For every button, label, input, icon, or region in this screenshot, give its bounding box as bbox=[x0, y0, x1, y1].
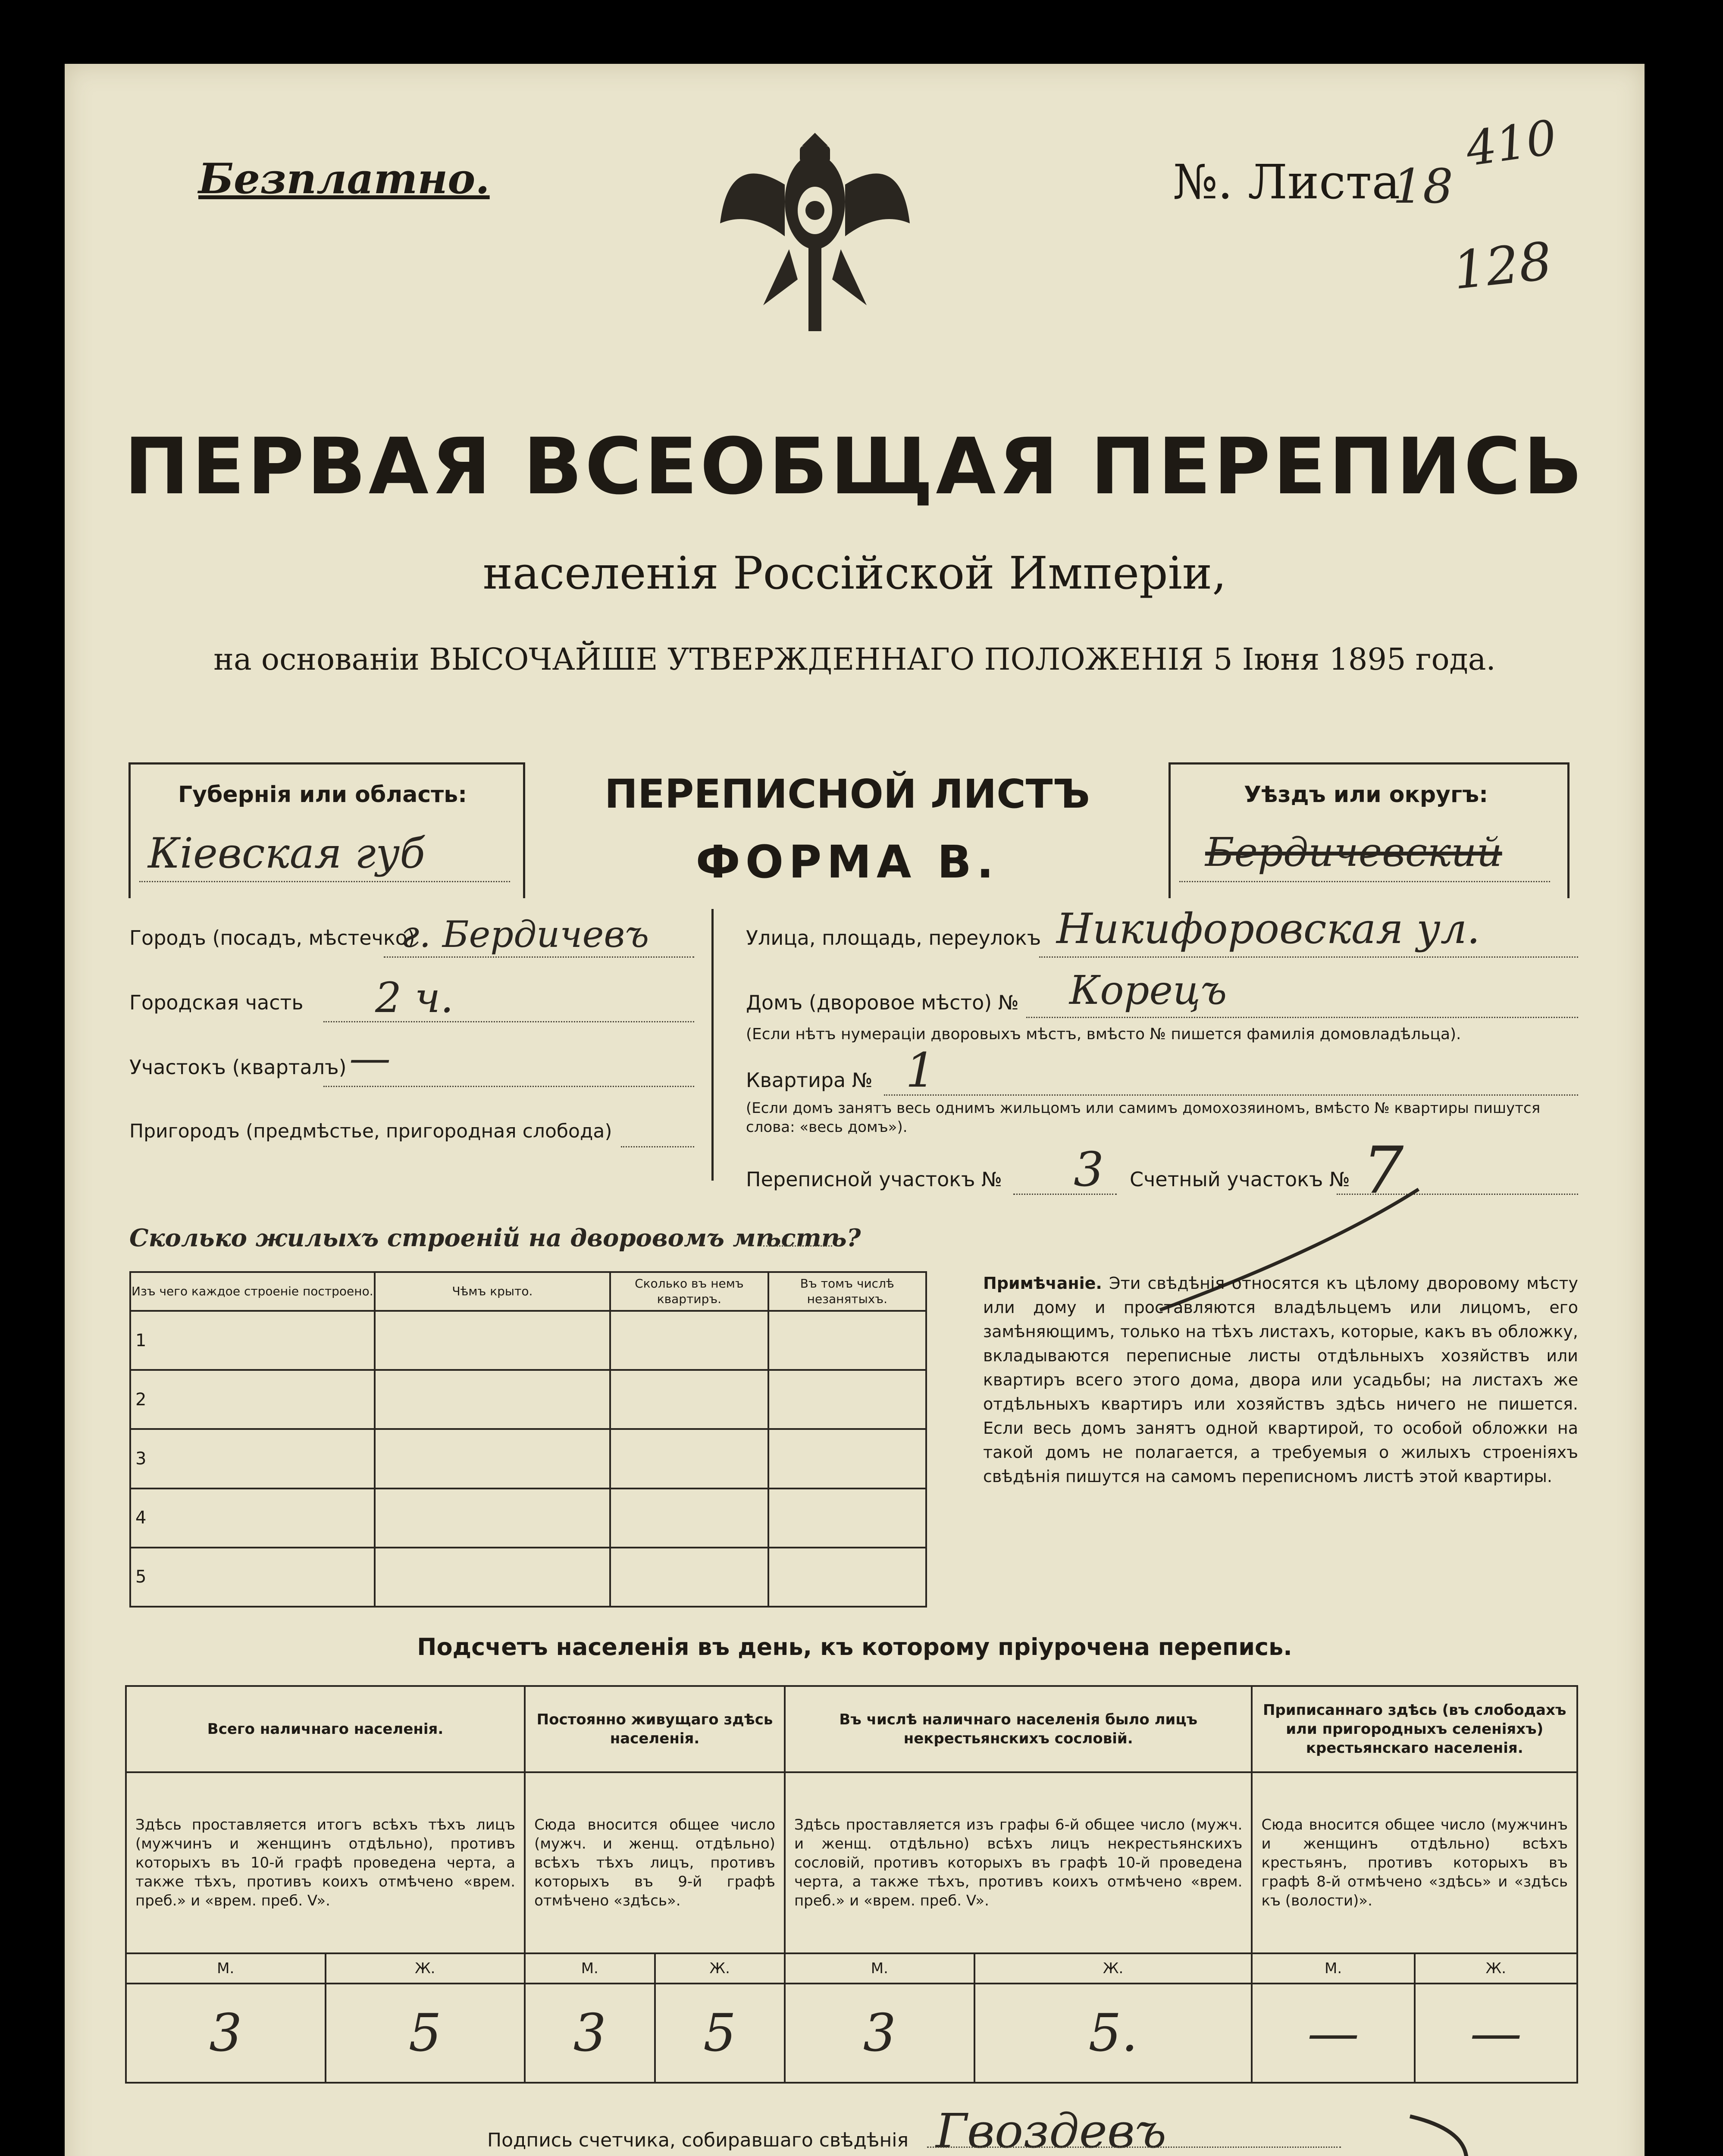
form-name: ФОРМА В. bbox=[695, 836, 999, 888]
count-desc-peasant: Сюда вносится общее число (мужчинъ и женщинъ отдѣльно) всѣхъ крестьянъ, противъ которыхъ въ графѣ 8-й отмѣчено «здѣсь» и «здѣсь къ (волости)». bbox=[1252, 1772, 1577, 1953]
city-label: Городъ (посадъ, мѣстечко) bbox=[129, 926, 415, 950]
sheet-number-label: №. Листа bbox=[1173, 154, 1400, 210]
address-divider bbox=[711, 909, 714, 1181]
plot-label: Участокъ (кварталъ) bbox=[129, 1056, 347, 1079]
count-value-m: 3 bbox=[785, 1984, 974, 2083]
col-flats: Сколько въ немъ квартиръ. bbox=[610, 1272, 768, 1311]
note-label: Примѣчаніе. bbox=[983, 1274, 1102, 1293]
count-value-f: — bbox=[1415, 1984, 1577, 2083]
count-desc-permanent: Сюда вносится общее число (мужч. и женщ. отдѣльно) всѣхъ тѣхъ лицъ, противъ которыхъ въ 9-й графѣ отмѣчено «здѣсь». bbox=[525, 1772, 785, 1953]
city-value: г. Бердичевъ bbox=[401, 913, 649, 956]
count-head-total: Всего наличнаго населенія. bbox=[126, 1686, 525, 1772]
count-value-f: 5 bbox=[326, 1984, 525, 2083]
f-header: Ж. bbox=[326, 1953, 525, 1984]
col-vacant: Въ томъ числѣ незанятыхъ. bbox=[768, 1272, 926, 1311]
col-roof: Чѣмъ крыто. bbox=[375, 1272, 611, 1311]
census-plot-label: Переписной участокъ № bbox=[746, 1168, 1002, 1191]
flat-note: (Если домъ занятъ весь однимъ жильцомъ или самимъ домохозяиномъ, вмѣсто № квартиры пишутся слова: «весь домъ»). bbox=[746, 1100, 1541, 1136]
building-row: 3 bbox=[130, 1429, 375, 1488]
count-value-m: 3 bbox=[126, 1984, 326, 2083]
note-text: Эти свѣдѣнія относятся къ цѣлому дворовому мѣсту или дому и проставляются владѣльцемъ или лицомъ, его замѣняющимъ, только на тѣхъ листахъ, которые, какъ въ обложку, вкладываются переписные листы отдѣльныхъ хозяйствъ или квартиръ всего этого дома, двора или усадьбы; на листахъ же отдѣльныхъ квартиръ или хозяйствъ здѣсь ничего не пишется. Если весь домъ занятъ одной квартирой, то особой обложки на такой домъ не полагается, а требуемыя о жилыхъ строеніяхъ свѣдѣнія пишутся на самомъ переписномъ листѣ этой квартиры. bbox=[983, 1274, 1578, 1486]
m-header: М. bbox=[126, 1953, 326, 1984]
street-label: Улица, площадь, переулокъ bbox=[746, 926, 1041, 950]
buildings-question: Сколько жилыхъ строеній на дворовомъ мѣстѣ? bbox=[129, 1224, 861, 1252]
count-value-f: 5 bbox=[655, 1984, 785, 2083]
count-value-m: 3 bbox=[525, 1984, 655, 2083]
f-header: Ж. bbox=[1415, 1953, 1577, 1984]
flat-value: 1 bbox=[905, 1043, 936, 1098]
buildings-table bbox=[129, 1271, 927, 1608]
uezd-box bbox=[1169, 762, 1569, 898]
m-header: М. bbox=[1252, 1953, 1414, 1984]
plot-value: — bbox=[349, 1034, 391, 1082]
free-label: Безплатно. bbox=[198, 154, 490, 203]
building-row: 1 bbox=[130, 1311, 375, 1370]
guberniya-box bbox=[128, 762, 525, 898]
building-row: 2 bbox=[130, 1370, 375, 1429]
population-count-table bbox=[125, 1685, 1578, 2084]
sheet-number-value: 18 bbox=[1393, 159, 1453, 214]
house-note: (Если нѣтъ нумераціи дворовыхъ мѣстъ, вмѣсто № пишется фамилія домовладѣльца). bbox=[746, 1025, 1461, 1043]
suburb-label: Пригородъ (предмѣстье, пригородная слобода) bbox=[129, 1120, 612, 1142]
sheet-number-note-top: 410 bbox=[1463, 110, 1560, 177]
house-value: Корецъ bbox=[1069, 967, 1227, 1013]
m-header: М. bbox=[525, 1953, 655, 1984]
col-material: Изъ чего каждое строеніе построено. bbox=[130, 1272, 375, 1311]
guberniya-label: Губернія или область: bbox=[178, 782, 467, 808]
count-head-peasant: Приписаннаго здѣсь (въ слободахъ или пригородныхъ селеніяхъ) крестьянскаго населенія. bbox=[1252, 1686, 1577, 1772]
district-label: Городская часть bbox=[129, 991, 304, 1014]
flat-label: Квартира № bbox=[746, 1069, 873, 1092]
count-value-m: — bbox=[1252, 1984, 1414, 2083]
signature-label: Подпись счетчика, собиравшаго свѣдѣнія bbox=[487, 2129, 908, 2151]
f-header: Ж. bbox=[974, 1953, 1252, 1984]
count-desc-total: Здѣсь проставляется итогъ всѣхъ тѣхъ лицъ (мужчинъ и женщинъ отдѣльно), противъ которыхъ въ 10-й графѣ проведена черта, а также тѣхъ, противъ коихъ отмѣчено «врем. преб.» и «врем. преб. V». bbox=[126, 1772, 525, 1953]
building-row: 4 bbox=[130, 1489, 375, 1548]
count-plot-label: Счетный участокъ № bbox=[1130, 1168, 1350, 1191]
street-value: Никифоровская ул. bbox=[1056, 905, 1480, 953]
uezd-value: Бердичевский bbox=[1205, 829, 1502, 875]
sheet-number-note-bottom: 128 bbox=[1450, 231, 1555, 301]
guberniya-value: Кіевская губ bbox=[148, 829, 425, 877]
subtitle: населенія Россійской Имперіи, bbox=[482, 547, 1227, 599]
district-value: 2 ч. bbox=[375, 974, 454, 1022]
decree-line: на основаніи ВЫСОЧАЙШЕ УТВЕРЖДЕННАГО ПОЛОЖЕНІЯ 5 Іюня 1895 года. bbox=[213, 642, 1496, 677]
uezd-label: Уѣздъ или округъ: bbox=[1244, 782, 1488, 808]
f-header: Ж. bbox=[655, 1953, 785, 1984]
main-title: ПЕРВАЯ ВСЕОБЩАЯ ПЕРЕПИСЬ bbox=[124, 422, 1585, 512]
signature-value: Гвоздевъ bbox=[936, 2103, 1167, 2156]
m-header: М. bbox=[785, 1953, 974, 1984]
signature-flourish bbox=[1401, 2108, 1488, 2156]
count-value-f: 5. bbox=[974, 1984, 1252, 2083]
census-plot-value: 3 bbox=[1074, 1142, 1104, 1197]
sheet-name: ПЕРЕПИСНОЙ ЛИСТЪ bbox=[605, 771, 1090, 817]
count-plot-value: 7 bbox=[1363, 1133, 1404, 1208]
count-head-permanent: Постоянно живущаго здѣсь населенія. bbox=[525, 1686, 785, 1772]
building-row: 5 bbox=[130, 1548, 375, 1607]
count-title: Подсчетъ населенія въ день, къ которому пріурочена перепись. bbox=[417, 1633, 1292, 1661]
count-head-nonpeasant: Въ числѣ наличнаго населенія было лицъ некрестьянскихъ сословій. bbox=[785, 1686, 1252, 1772]
house-label: Домъ (дворовое мѣсто) № bbox=[746, 991, 1019, 1014]
note-block bbox=[983, 1271, 1578, 1489]
census-sheet bbox=[65, 64, 1645, 2156]
count-desc-nonpeasant: Здѣсь проставляется изъ графы 6-й общее число (мужч. и женщ. отдѣльно) всѣхъ лицъ некрестьянскихъ сословій, противъ которыхъ въ графѣ 10-й проведена черта, а также тѣхъ, противъ коихъ отмѣчено «врем. преб.» и «врем. преб. V». bbox=[785, 1772, 1252, 1953]
coat-of-arms-icon bbox=[711, 124, 918, 348]
